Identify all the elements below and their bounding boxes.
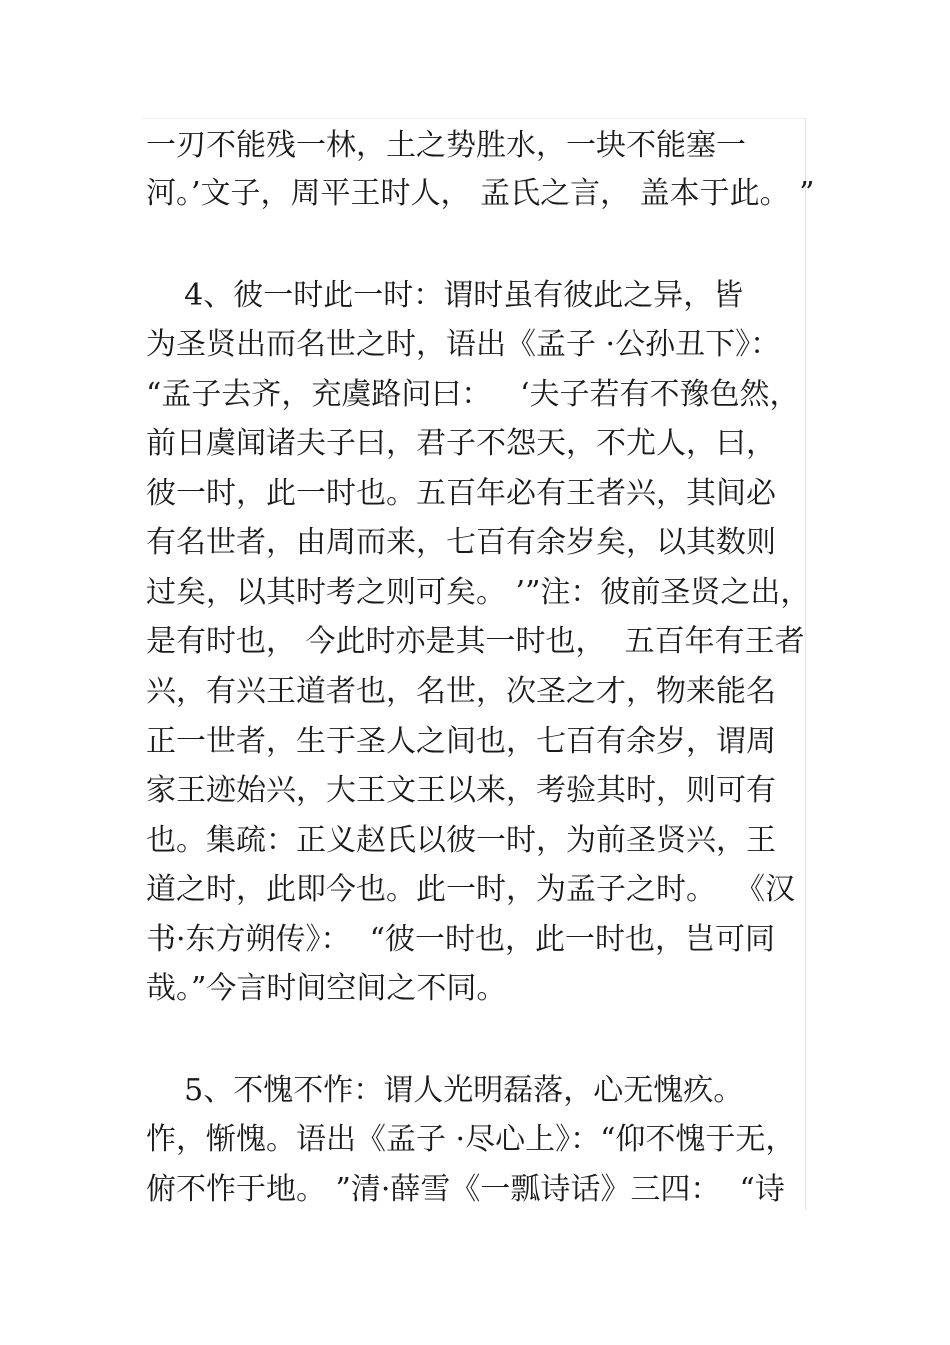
text-line: 正一世者，生于圣人之间也，七百有余岁，谓周 (146, 724, 776, 759)
text-line: 5、不愧不怍：谓人光明磊落，心无愧疚。 (146, 1073, 744, 1108)
text-line: 为圣贤出而名世之时，语出《孟子 ·公孙丑下》： (146, 327, 781, 362)
text-line: 也。集疏：正义赵氏以彼一时，为前圣贤兴，王 (146, 823, 776, 858)
text-line: 是有时也， 今此时亦是其一时也， 五百年有王者 (146, 624, 805, 659)
text-line: 哉。”今言时间空间之不同。 (146, 971, 507, 1006)
text-line: 一刃不能残一林，土之势胜水，一块不能塞一 (146, 128, 746, 163)
text-line: 道之时，此即今也。此一时，为孟子之时。 《汉 (146, 872, 796, 907)
text-line: 有名世者，由周而来，七百有余岁矣，以其数则 (146, 525, 776, 560)
text-line: 前日虞闻诸夫子曰，君子不怨天，不尤人，曰， (146, 426, 776, 461)
text-line: 俯不怍于地。 ”清·薛雪《一瓢诗话》三四： “诗 (146, 1172, 785, 1207)
text-line: “孟子去齐，充虞路问曰： ‘夫子若有不豫色然， (146, 377, 800, 412)
text-line: 兴，有兴王道者也，名世，次圣之才，物来能名 (146, 674, 776, 709)
text-line: 彼一时，此一时也。五百年必有王者兴，其间必 (146, 476, 776, 511)
text-line: 4、彼一时此一时：谓时虽有彼此之异，皆 (146, 278, 744, 313)
text-line: 家王迹始兴，大王文王以来，考验其时，则可有 (146, 773, 776, 808)
text-line: 河。’文子，周平王时人， 孟氏之言， 盖本于此。 ” (146, 176, 815, 211)
text-line: 怍，惭愧。语出《孟子 ·尽心上》：“仰不愧于无， (146, 1122, 796, 1157)
text-line: 书·东方朔传》： “彼一时也，此一时也，岂可同 (146, 922, 775, 957)
text-line: 过矣，以其时考之则可矣。 ’”注：彼前圣贤之出， (146, 575, 811, 610)
